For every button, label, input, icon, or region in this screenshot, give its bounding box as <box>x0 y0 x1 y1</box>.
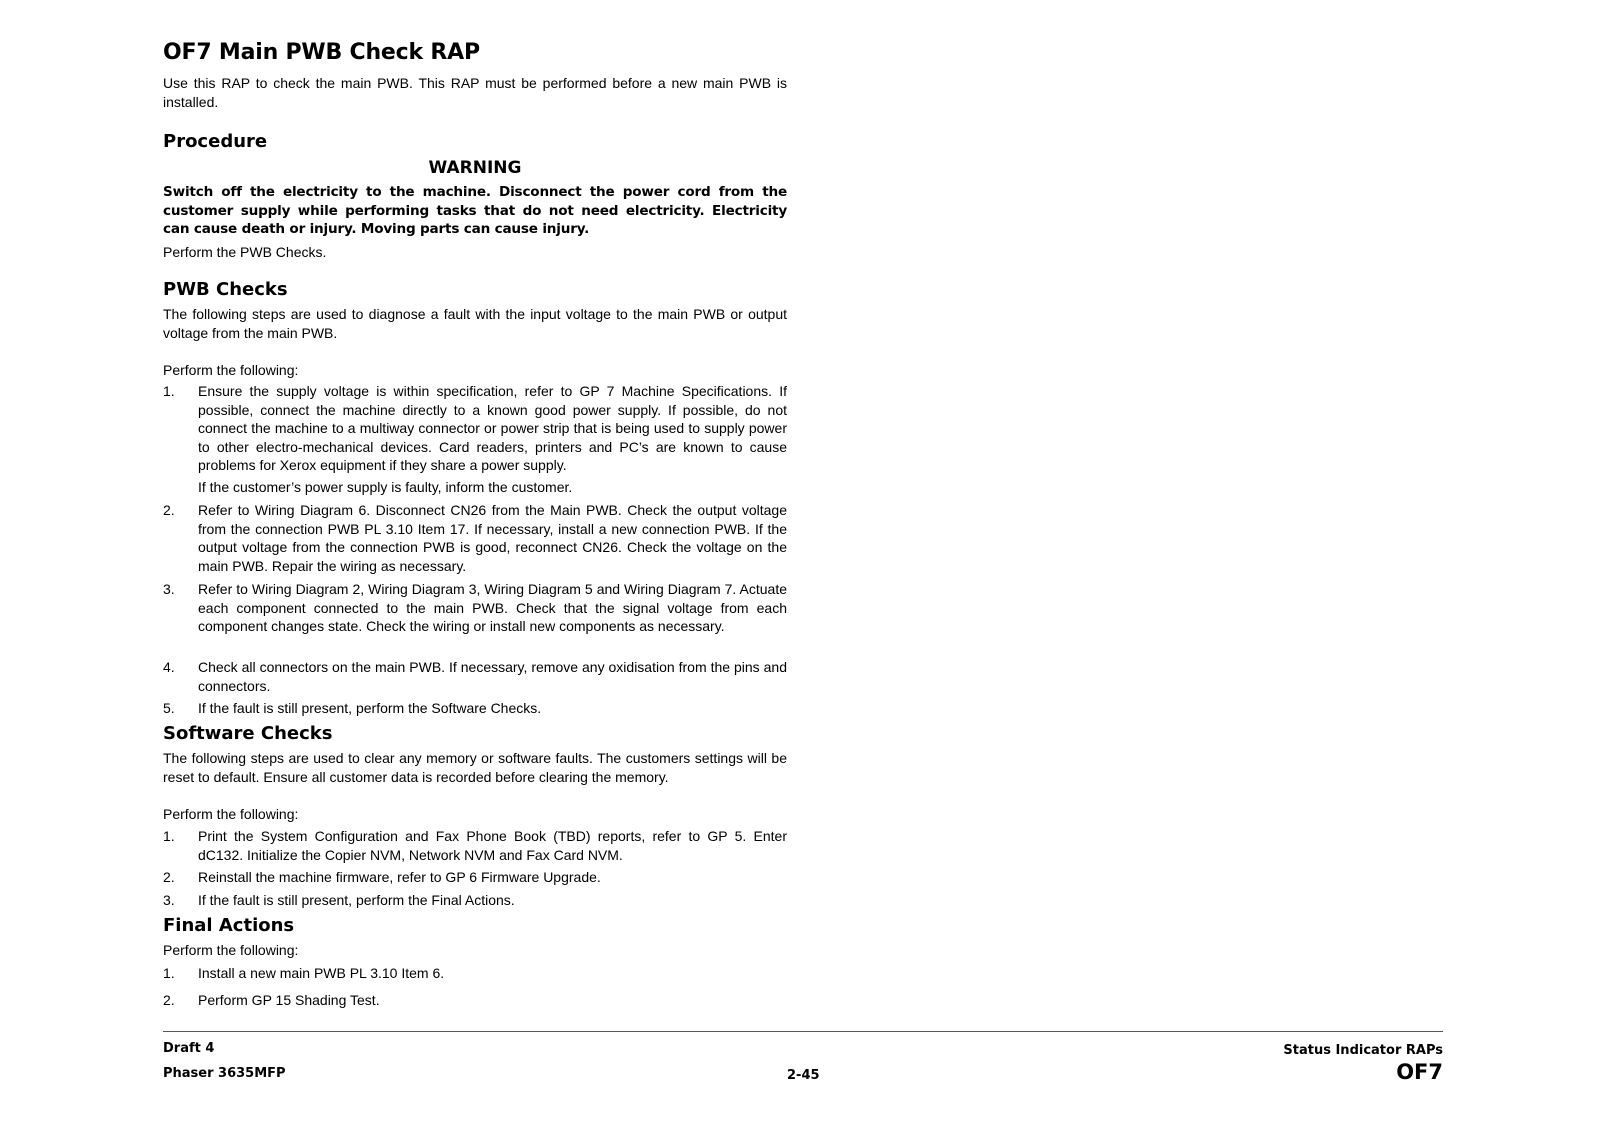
list-item <box>163 580 787 636</box>
footer-section: Status Indicator RAPs <box>1283 1043 1443 1058</box>
list-text: Perform GP 15 Shading Test. <box>198 992 380 1008</box>
list-text: If the fault is still present, perform the Final Actions. <box>198 892 515 908</box>
page-title: OF7 Main PWB Check RAP <box>163 40 480 65</box>
footer-code: OF7 <box>1396 1060 1443 1084</box>
list-text: Check all connectors on the main PWB. If necessary, remove any oxidisation from the pins and connectors. <box>198 659 787 694</box>
list-text: Refer to Wiring Diagram 6. Disconnect CN26 from the Main PWB. Check the output voltage from the connection PWB PL 3.10 Item 17. If necessary, install a new connection PWB. If the output voltage from the connection PWB is good, reconnect CN26. Check the voltage on the main PWB. Repair the wiring as necessary. <box>198 502 787 574</box>
list-number: 5. <box>163 700 175 716</box>
list-item <box>163 991 787 1010</box>
list-item <box>163 827 787 864</box>
pwb-checks-heading: PWB Checks <box>163 279 288 300</box>
list-item <box>163 868 787 887</box>
list-number: 3. <box>163 892 175 908</box>
list-text: If the fault is still present, perform the Software Checks. <box>198 700 542 716</box>
intro-text: Use this RAP to check the main PWB. This RAP must be performed before a new main PWB is installed. <box>163 75 787 110</box>
list-number: 1. <box>163 828 175 844</box>
software-checks-description: The following steps are used to clear any memory or software faults. The customers settings will be reset to default. Ensure all customer data is recorded before clearing the memory. <box>163 750 787 785</box>
procedure-heading: Procedure <box>163 131 268 152</box>
list-text: Ensure the supply voltage is within specification, refer to GP 7 Machine Specifications. If possible, connect the machine directly to a known good power supply. If possible, do not connect the machine to a multiway connector or power strip that is being used to supply power to other electro-mechanical devices. Card readers, printers and PC’s are known to cause problems for Xerox equipment if they share a power supply. <box>198 383 787 473</box>
list-text: Install a new main PWB PL 3.10 Item 6. <box>198 965 445 981</box>
list-number: 2. <box>163 502 175 518</box>
software-checks-heading: Software Checks <box>163 723 333 744</box>
list-item <box>163 964 787 983</box>
warning-title: WARNING <box>428 158 522 178</box>
footer-product: Phaser 3635MFP <box>163 1066 286 1081</box>
list-item <box>163 699 787 718</box>
list-number: 4. <box>163 659 175 675</box>
list-text: Refer to Wiring Diagram 2, Wiring Diagram 3, Wiring Diagram 5 and Wiring Diagram 7. Actuate each component connected to the main PWB. Check that the signal voltage from each component changes state. Check the wiring or install new components as necessary. <box>198 581 787 634</box>
software-checks-lead: Perform the following: <box>163 806 299 822</box>
final-actions-lead: Perform the following: <box>163 942 299 958</box>
list-number: 2. <box>163 992 175 1008</box>
footer-draft: Draft 4 <box>163 1041 215 1056</box>
list-text: Reinstall the machine firmware, refer to GP 6 Firmware Upgrade. <box>198 869 601 885</box>
list-item <box>163 658 787 695</box>
list-number: 1. <box>163 383 175 399</box>
list-text: Print the System Configuration and Fax Phone Book (TBD) reports, refer to GP 5. Enter dC132. Initialize the Copier NVM, Network NVM and Fax Card NVM. <box>198 828 787 863</box>
footer-divider <box>163 1031 1443 1032</box>
pwb-checks-lead: Perform the following: <box>163 362 299 378</box>
list-item <box>163 382 787 475</box>
final-actions-heading: Final Actions <box>163 915 295 936</box>
list-item <box>163 891 787 910</box>
step-note: If the customer’s power supply is faulty, inform the customer. <box>198 479 573 495</box>
warning-text: Switch off the electricity to the machine. Disconnect the power cord from the customer supply while performing tasks that do not need electricity. Electricity can cause death or injury. Moving parts can cause injury. <box>163 184 787 237</box>
list-number: 3. <box>163 581 175 597</box>
footer-page-number: 2-45 <box>787 1068 820 1083</box>
list-item <box>163 501 787 575</box>
pwb-checks-description: The following steps are used to diagnose a fault with the input voltage to the main PWB or output voltage from the main PWB. <box>163 306 787 341</box>
procedure-instruction: Perform the PWB Checks. <box>163 244 327 260</box>
list-number: 2. <box>163 869 175 885</box>
list-number: 1. <box>163 965 175 981</box>
